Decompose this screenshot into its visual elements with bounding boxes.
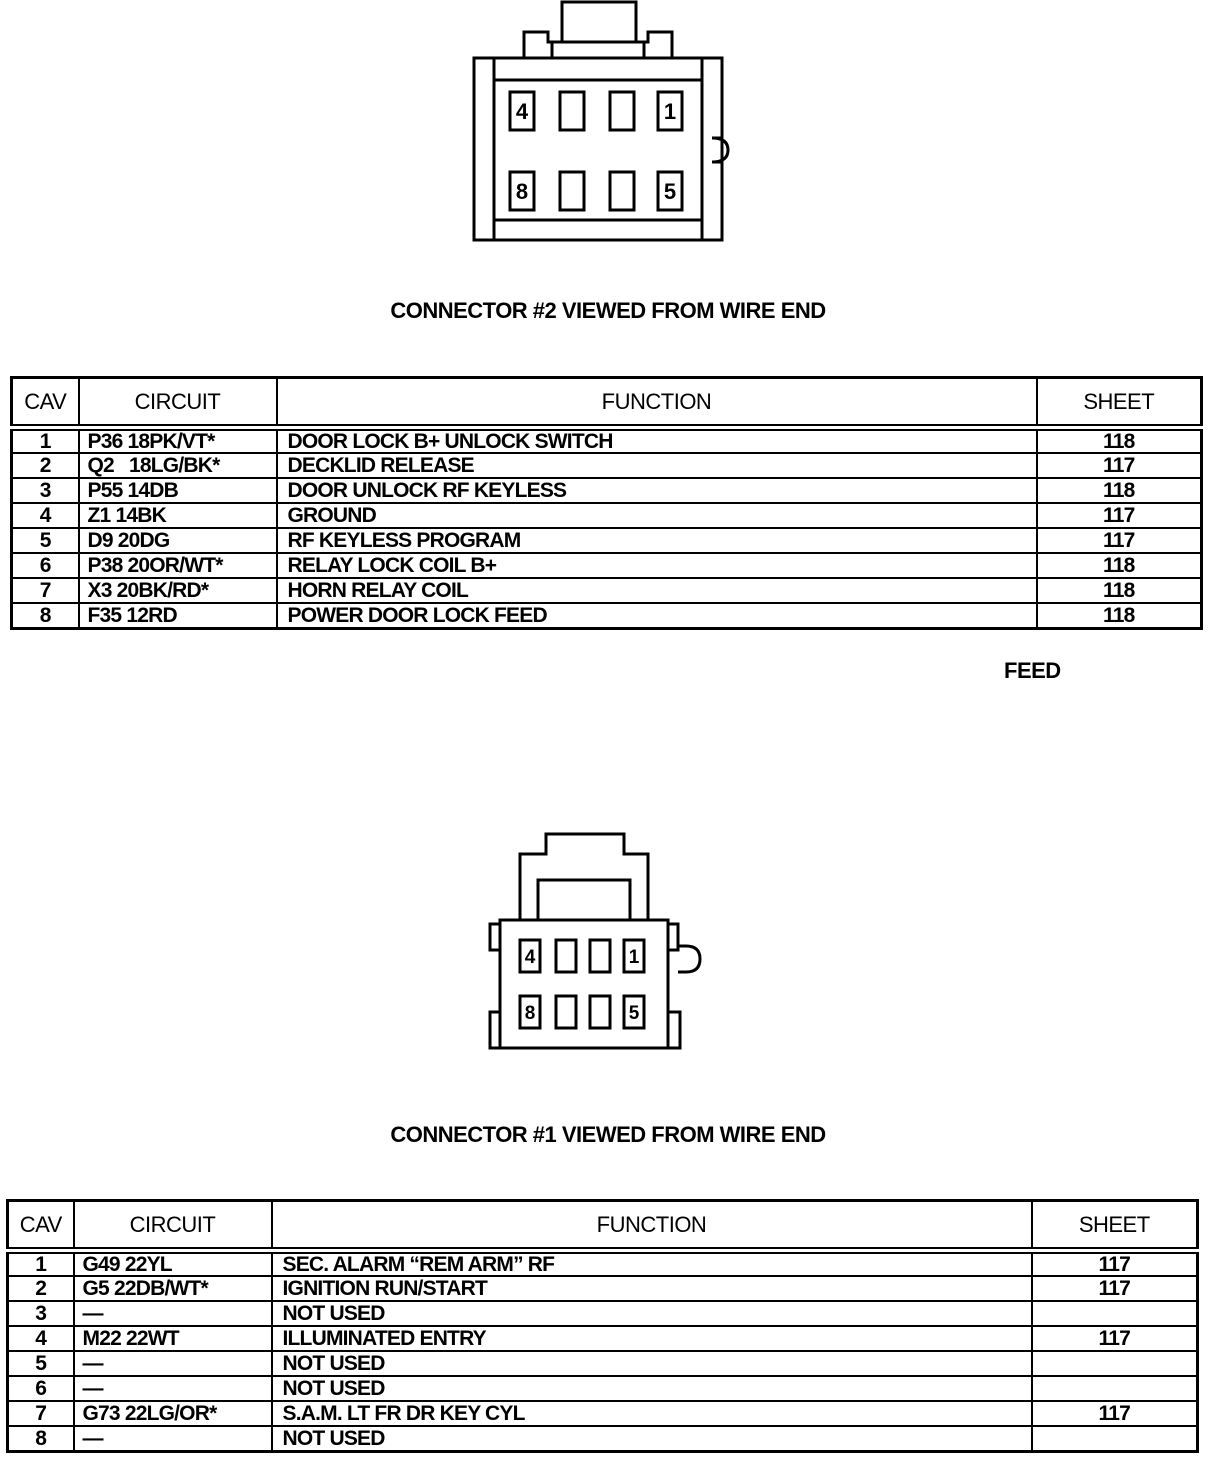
header-sheet: SHEET <box>1037 378 1202 428</box>
cell-cav: 4 <box>12 503 79 528</box>
cell-cav: 5 <box>8 1351 74 1376</box>
cell-sheet: 118 <box>1037 603 1202 628</box>
cell-sheet <box>1032 1376 1198 1401</box>
cell-cav: 2 <box>8 1276 74 1301</box>
cell-function: RELAY LOCK COIL B+ <box>277 553 1037 578</box>
cell-cav: 8 <box>8 1426 74 1451</box>
cell-function: NOT USED <box>272 1351 1032 1376</box>
table-row <box>12 478 1202 503</box>
cell-circuit: Q2 18LG/BK* <box>79 453 277 478</box>
table-row <box>12 553 1202 578</box>
connector-1-pin-5-label: 5 <box>628 1003 640 1024</box>
cell-circuit: M22 22WT <box>74 1326 272 1351</box>
table-row <box>12 603 1202 628</box>
connector-1-pin-8-label: 8 <box>524 1003 536 1024</box>
table-row <box>8 1351 1198 1376</box>
cell-function: SEC. ALARM “REM ARM” RF <box>272 1251 1032 1277</box>
cell-function: NOT USED <box>272 1426 1032 1451</box>
cell-function: S.A.M. LT FR DR KEY CYL <box>272 1401 1032 1426</box>
cell-function: RF KEYLESS PROGRAM <box>277 528 1037 553</box>
connector-1-pin-table <box>6 1199 1199 1453</box>
cell-sheet: 118 <box>1037 428 1202 454</box>
cell-circuit: P36 18PK/VT* <box>79 428 277 454</box>
cell-sheet <box>1032 1426 1198 1451</box>
header-cav: CAV <box>8 1201 74 1251</box>
table-row <box>12 453 1202 478</box>
cell-function: DECKLID RELEASE <box>277 453 1037 478</box>
cell-circuit: — <box>74 1376 272 1401</box>
cell-cav: 1 <box>12 428 79 454</box>
cell-function: ILLUMINATED ENTRY <box>272 1326 1032 1351</box>
cell-sheet: 117 <box>1032 1251 1198 1277</box>
cell-function: GROUND <box>277 503 1037 528</box>
connector-1-drawing <box>0 820 1216 1060</box>
cell-function: POWER DOOR LOCK FEED <box>277 603 1037 628</box>
cell-function: NOT USED <box>272 1376 1032 1401</box>
connector-1-pin-1-label: 1 <box>628 947 640 968</box>
cell-sheet: 117 <box>1037 503 1202 528</box>
cell-sheet: 118 <box>1037 578 1202 603</box>
connector-2-pin-table <box>10 376 1203 630</box>
table-row <box>8 1251 1198 1277</box>
cell-circuit: Z1 14BK <box>79 503 277 528</box>
table-row <box>8 1426 1198 1451</box>
header-sheet: SHEET <box>1032 1201 1198 1251</box>
cell-function: NOT USED <box>272 1301 1032 1326</box>
cell-cav: 8 <box>12 603 79 628</box>
cell-circuit: G49 22YL <box>74 1251 272 1277</box>
cell-circuit: — <box>74 1351 272 1376</box>
header-function: FUNCTION <box>272 1201 1032 1251</box>
table-header-row <box>12 378 1202 428</box>
cell-function: HORN RELAY COIL <box>277 578 1037 603</box>
connector-2-pin-5-label: 5 <box>663 179 677 204</box>
connector-1-pin-4-label: 4 <box>524 947 536 968</box>
cell-cav: 5 <box>12 528 79 553</box>
table-header-row <box>8 1201 1198 1251</box>
cell-cav: 2 <box>12 453 79 478</box>
cell-cav: 7 <box>8 1401 74 1426</box>
cell-sheet: 118 <box>1037 553 1202 578</box>
cell-circuit: F35 12RD <box>79 603 277 628</box>
cell-function: DOOR UNLOCK RF KEYLESS <box>277 478 1037 503</box>
cell-circuit: G5 22DB/WT* <box>74 1276 272 1301</box>
cell-cav: 3 <box>12 478 79 503</box>
connector-2-feed-note: FEED <box>1004 658 1061 683</box>
connector-2-pin-4-label: 4 <box>515 99 529 124</box>
cell-sheet <box>1032 1351 1198 1376</box>
table-row <box>8 1376 1198 1401</box>
cell-sheet: 118 <box>1037 478 1202 503</box>
table-row <box>8 1326 1198 1351</box>
cell-function: DOOR LOCK B+ UNLOCK SWITCH <box>277 428 1037 454</box>
cell-sheet <box>1032 1301 1198 1326</box>
cell-cav: 6 <box>12 553 79 578</box>
cell-cav: 6 <box>8 1376 74 1401</box>
cell-sheet: 117 <box>1032 1276 1198 1301</box>
table-row <box>12 428 1202 454</box>
header-circuit: CIRCUIT <box>79 378 277 428</box>
cell-sheet: 117 <box>1037 453 1202 478</box>
table-row <box>8 1276 1198 1301</box>
cell-cav: 7 <box>12 578 79 603</box>
cell-sheet: 117 <box>1032 1326 1198 1351</box>
header-circuit: CIRCUIT <box>74 1201 272 1251</box>
cell-circuit: P38 20OR/WT* <box>79 553 277 578</box>
connector-2-pin-8-label: 8 <box>515 179 529 204</box>
connector-2-caption: CONNECTOR #2 VIEWED FROM WIRE END <box>390 298 826 323</box>
header-function: FUNCTION <box>277 378 1037 428</box>
header-cav: CAV <box>12 378 79 428</box>
cell-sheet: 117 <box>1037 528 1202 553</box>
table-row <box>12 528 1202 553</box>
connector-2-pin-1-label: 1 <box>663 99 677 124</box>
cell-circuit: X3 20BK/RD* <box>79 578 277 603</box>
connector-2-drawing <box>0 0 1216 250</box>
cell-circuit: D9 20DG <box>79 528 277 553</box>
cell-circuit: G73 22LG/OR* <box>74 1401 272 1426</box>
connector-1-caption: CONNECTOR #1 VIEWED FROM WIRE END <box>390 1122 826 1147</box>
cell-sheet: 117 <box>1032 1401 1198 1426</box>
cell-cav: 3 <box>8 1301 74 1326</box>
table-row <box>12 503 1202 528</box>
cell-cav: 1 <box>8 1251 74 1277</box>
cell-circuit: P55 14DB <box>79 478 277 503</box>
table-row <box>8 1401 1198 1426</box>
cell-function: IGNITION RUN/START <box>272 1276 1032 1301</box>
cell-cav: 4 <box>8 1326 74 1351</box>
cell-circuit: — <box>74 1426 272 1451</box>
table-row <box>12 578 1202 603</box>
table-row <box>8 1301 1198 1326</box>
cell-circuit: — <box>74 1301 272 1326</box>
